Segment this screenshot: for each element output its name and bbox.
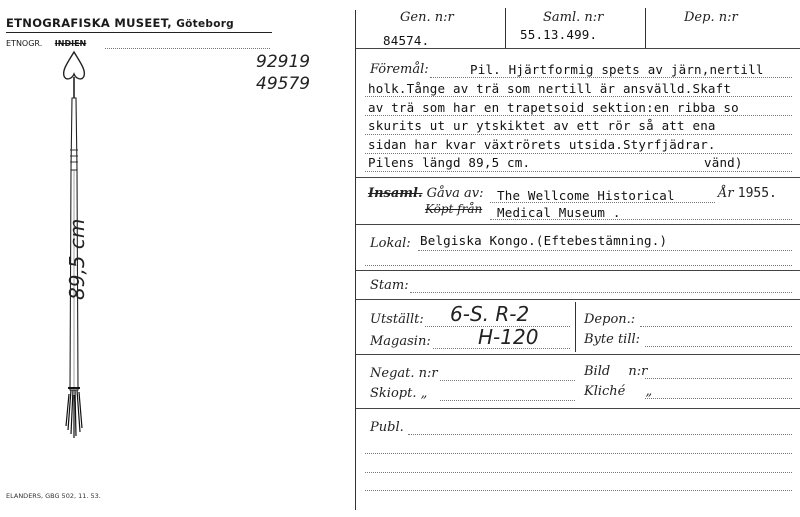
title-underline (6, 32, 272, 33)
acq-line-2: Medical Museum . (497, 205, 621, 220)
foremal-rule (356, 177, 800, 178)
skiopt-label: Skiopt. „ (370, 386, 428, 401)
kliche-text: Kliché (584, 384, 626, 399)
department-dots (105, 48, 270, 49)
old-number-1: 92919 (256, 52, 311, 72)
gen-value: 84574. (383, 33, 430, 48)
acq-label-line (368, 186, 483, 201)
arrow-tip (64, 52, 85, 79)
gava-label: Gåva av: (426, 186, 484, 201)
museum-name: ETNOGRAFISKA MUSEET, (6, 16, 172, 30)
foremal-line-3: av trä som har en trapetsoid sektion:en ribba so (368, 100, 739, 115)
bild-text: Bild (584, 364, 611, 379)
arrow-fletching (66, 390, 82, 438)
kliche-suffix: „ (645, 384, 653, 399)
year-label-text: År (718, 186, 734, 201)
photo-rule (356, 408, 800, 409)
lokal-value: Belgiska Kongo.(Eftebestämning.) (420, 233, 668, 248)
kop-label: Köpt från (425, 202, 483, 216)
byte-label: Byte till: (584, 332, 641, 347)
printer-note: ELANDERS, GBG 502, 11. 53. (6, 492, 101, 500)
bild-suffix: n:r (628, 364, 648, 379)
department-line (6, 39, 86, 48)
department-label: ETNOGR. (6, 39, 43, 48)
year-label (718, 186, 777, 201)
magasin-value: H-120 (478, 325, 539, 349)
saml-value: 55.13.499. (520, 27, 598, 42)
foremal-continuation: vänd) (704, 155, 743, 170)
acq-rule (356, 224, 800, 225)
publ-label: Publ. (370, 420, 404, 435)
negat-label: Negat. n:r (370, 366, 438, 381)
kliche-label (584, 384, 652, 399)
bild-label (584, 364, 647, 379)
header-rule (356, 48, 800, 49)
lokal-label: Lokal: (370, 236, 411, 251)
arrow-tang (71, 98, 77, 170)
foremal-line-5: sidan har kvar växtrörets utsida.Styrfjädrar. (368, 137, 716, 152)
year-value: 1955. (737, 186, 777, 201)
foremal-line-4: skurits ut ur ytskiktet av ett rör så att ena (368, 118, 716, 133)
depon-label: Depon.: (584, 312, 636, 327)
museum-title (6, 16, 234, 30)
foremal-line-2: holk.Tånge av trä som nertill är ansvälld.Skaft (368, 81, 732, 96)
stam-label: Stam: (370, 278, 409, 293)
museum-city: Göteborg (176, 18, 234, 30)
lokal-rule (356, 270, 800, 271)
acq-line-1: The Wellcome Historical (497, 188, 675, 203)
header-sep-1 (505, 8, 506, 48)
header-sep-2 (645, 8, 646, 48)
foremal-label: Föremål: (370, 62, 429, 77)
storage-rule (356, 354, 800, 355)
old-number-2: 49579 (256, 74, 311, 94)
storage-sep (575, 302, 576, 352)
gen-label: Gen. n:r (400, 10, 454, 25)
magasin-label: Magasin: (370, 334, 431, 349)
card-divider (355, 10, 356, 510)
utstallt-value: 6-S. R-2 (450, 302, 530, 326)
foremal-line-1: Pil. Hjärtformig spets av järn,nertill (470, 62, 764, 77)
insaml-struck: Insaml. (368, 186, 423, 201)
saml-label: Saml. n:r (543, 10, 604, 25)
dep-label: Dep. n:r (684, 10, 738, 25)
utstallt-label: Utställt: (370, 312, 424, 327)
department-struck: INDIEN (54, 39, 87, 48)
stam-rule (356, 299, 800, 300)
foremal-line-6: Pilens längd 89,5 cm. (368, 155, 531, 170)
length-note: 89,5 cm (65, 218, 89, 300)
